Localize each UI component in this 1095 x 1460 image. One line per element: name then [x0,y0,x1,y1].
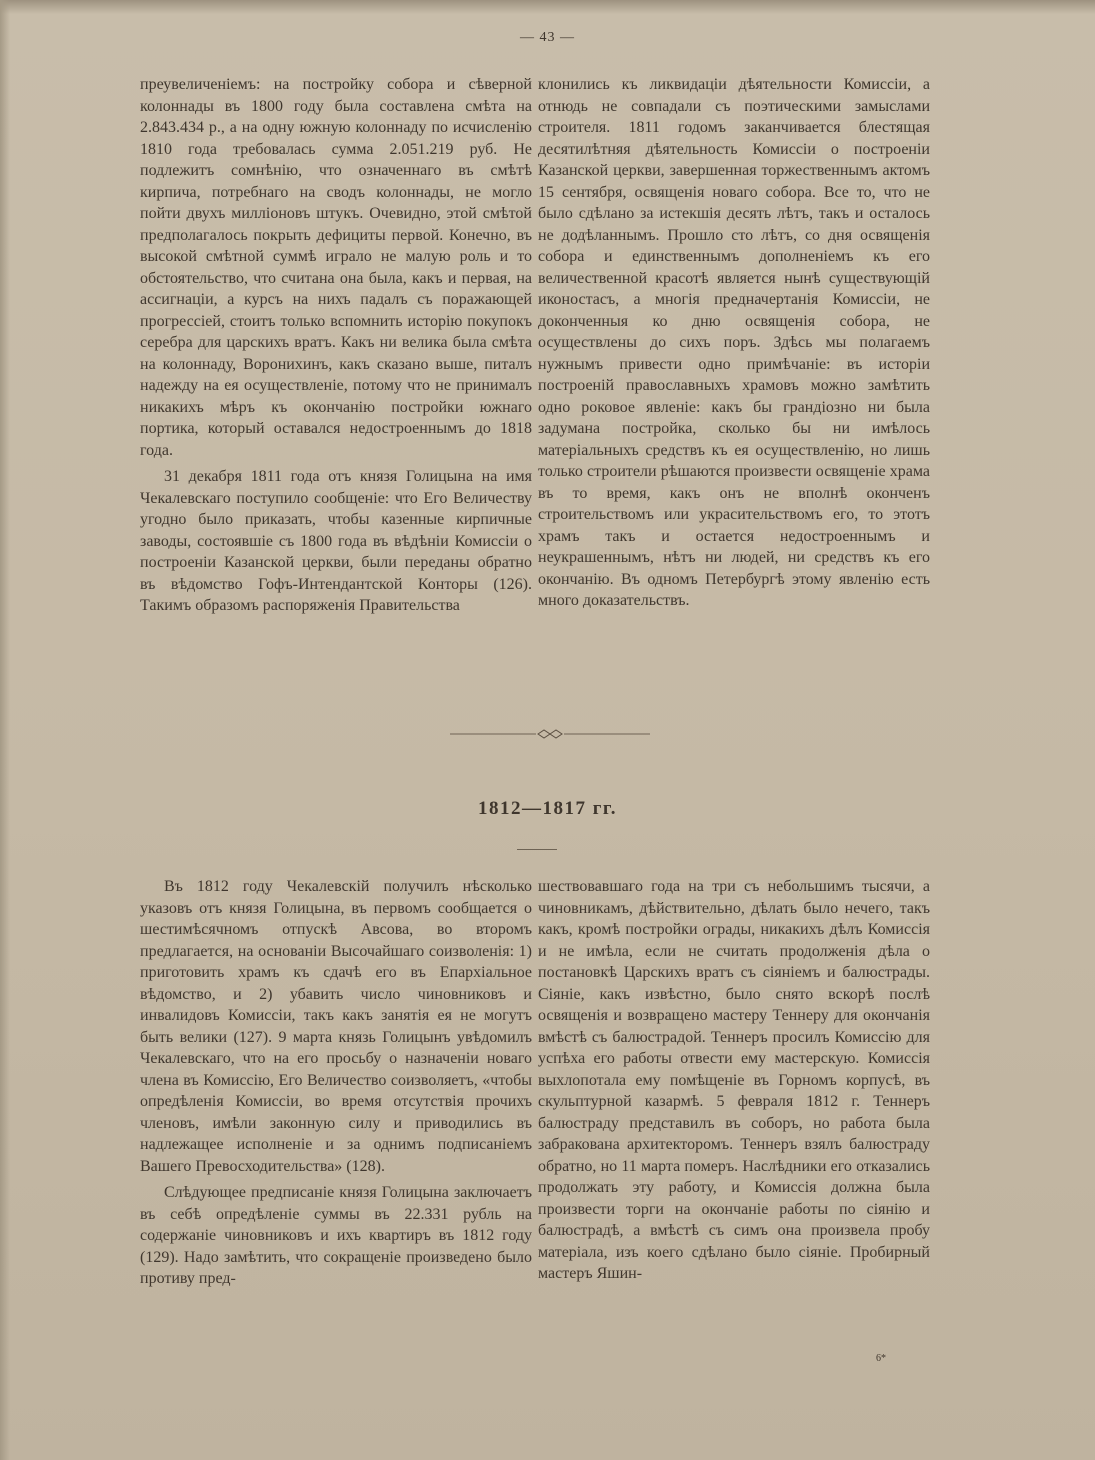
ornament-divider [450,726,650,742]
section-title: 1812—1817 гг. [477,798,618,819]
top-left-column [140,74,532,704]
paragraph: 31 декабря 1811 года отъ князя Голицына на имя Чекалевскаго поступило сообщеніе: что Его Величеству угодно было приказать, чтобы казенные кирпичные заводы, состоявшіе съ 1800 года въ вѣдѣніи Комиссіи о построеніи Казанской церкви, были переданы обратно въ вѣдомство Гофъ-Интендантской Конторы (126). Такимъ образомъ распоряженія Правительства [140,468,532,614]
top-right-column [538,74,930,704]
paragraph: Слѣдующее предписаніе князя Голицына заключаетъ въ себѣ опредѣленіе суммы въ 22.331 рубль на содержаніе чиновниковъ и ихъ квартиръ въ 1812 году (129). Надо замѣтить, что сокращеніе произведено было противу пред- [140,1184,532,1287]
page-left-shadow [0,0,10,1460]
paragraph: Въ 1812 году Чекалевскій получилъ нѣсколько указовъ отъ князя Голицына, въ первомъ сообщается о шестимѣсячномъ отпускѣ Авсова, во второмъ предлагается, на основаніи Высочайшаго соизволенія: 1) приготовить храмъ къ сдачѣ его въ Епархіальное вѣдомство, и 2) убавить число чиновниковъ и инвалидовъ Комиссіи, такъ какъ занятія ея не могутъ быть велики (127). 9 марта князь Голицынъ увѣдомилъ Чекалевскаго, что на его просьбу о назначеніи новаго члена въ Комиссію, Его Величество соизволяетъ, «чтобы опредѣленія Комиссіи, во время отсутствія прочихъ членовъ, имѣли законную силу и приводились въ надлежащее исполненіе и за однимъ подписаніемъ Вашего Превосходительства» (128). [140,878,532,1175]
page-number: — 43 — [520,30,575,45]
paragraph: преувеличеніемъ: на постройку собора и сѣверной колоннады въ 1800 году была составлена смѣта на 2.843.434 р., а на одну южную колоннаду по исчисленію 1810 года требовалась сумма 2.051.219 руб. Не подлежитъ сомнѣнію, что означеннаго въ смѣтѣ кирпича, потребнаго на сводъ колоннады, не могло пойти двухъ милліоновъ штукъ. Очевидно, этой смѣтой предполагалось покрыть дефициты первой. Конечно, въ высокой смѣтной суммѣ играло не малую роль и то обстоятельство, что считана она была, какъ и первая, на ассигнаціи, а курсъ на нихъ падалъ съ поражающей прогрессіей, стоитъ только вспомнить исторію покупокъ серебра для царскихъ вратъ. Какъ ни велика была смѣта на колоннаду, Воронихинъ, какъ сказано выше, питалъ надежду на ея осуществленіе, потому что не принималъ никакихъ мѣръ къ окончанію постройки южнаго портика, который оставался недостроеннымъ до 1818 года. [140,76,532,459]
signature-mark: 6* [876,1353,886,1364]
bottom-left-column [140,876,532,1346]
bottom-right-column [538,876,930,1346]
title-rule [517,849,557,850]
paragraph: клонились къ ликвидаціи дѣятельности Комиссіи, а отнюдь не совпадали съ поэтическими замыслами строителя. 1811 годомъ заканчивается блестящая десятилѣтняя дѣятельность Комиссіи о построеніи Казанской церкви, завершенная торжественнымъ актомъ 15 сентября, освященія новаго собора. Все то, что не было сдѣлано за истекшія десять лѣтъ, такъ и осталось не додѣланнымъ. Прошло сто лѣтъ, со дня освященія собора и единственнымъ дополненіемъ къ его величественной красотѣ является нынѣ существующій иконостасъ, а многія предначертанія Комиссіи, не доконченныя ко дню освященія собора, не осуществлены до сихъ поръ. Здѣсь мы полагаемъ нужнымъ привести одно примѣчаніе: въ исторіи построеній православныхъ храмовъ можно замѣтить одно роковое явленіе: какъ бы грандіозно ни была задумана постройка, сколько бы ни имѣлось матеріальныхъ средствъ къ ея осуществленію, но лишь только строители рѣшаются произвести освященіе храма въ то время, какъ онъ не вполнѣ оконченъ строительствомъ или украсительствомъ его, то этотъ храмъ такъ и остается недостроеннымъ и неукрашеннымъ, нѣтъ ни людей, ни средствъ къ его окончанію. Въ одномъ Петербургѣ этому явленію есть много доказательствъ. [538,76,930,609]
page-top-shadow [0,0,1095,14]
paragraph: шествовавшаго года на три съ небольшимъ тысячи, а чиновникамъ, дѣйствительно, дѣлать было нечего, такъ какъ, кромѣ постройки ограды, никакихъ дѣлъ Комиссія и не имѣла, если не считать продолженія дѣла о постановкѣ Царскихъ вратъ съ сіяніемъ и балюстрады. Сіяніе, какъ извѣстно, было снято вскорѣ послѣ освященія и возвращено мастеру Теннеру для окончанія вмѣстѣ съ балюстрадой. Теннеръ просилъ Комиссію для успѣха его работы отвести ему мастерскую. Комиссія выхлопотала ему помѣщеніе въ Горномъ корпусѣ, въ скульптурной казармѣ. 5 февраля 1812 г. Теннеръ балюстраду представилъ въ соборъ, но работа была забракована архитекторомъ. Теннеръ взялъ балюстраду обратно, но 11 марта померъ. Наслѣдники его отказались продолжать эту работу, и Комиссія должна была произвести торги на окончаніе работы по сіянію и балюстрадѣ, а вмѣстѣ съ симъ она произвела пробу матеріала, изъ коего сдѣлано было сіяніе. Пробирный мастеръ Яшин- [538,878,930,1282]
